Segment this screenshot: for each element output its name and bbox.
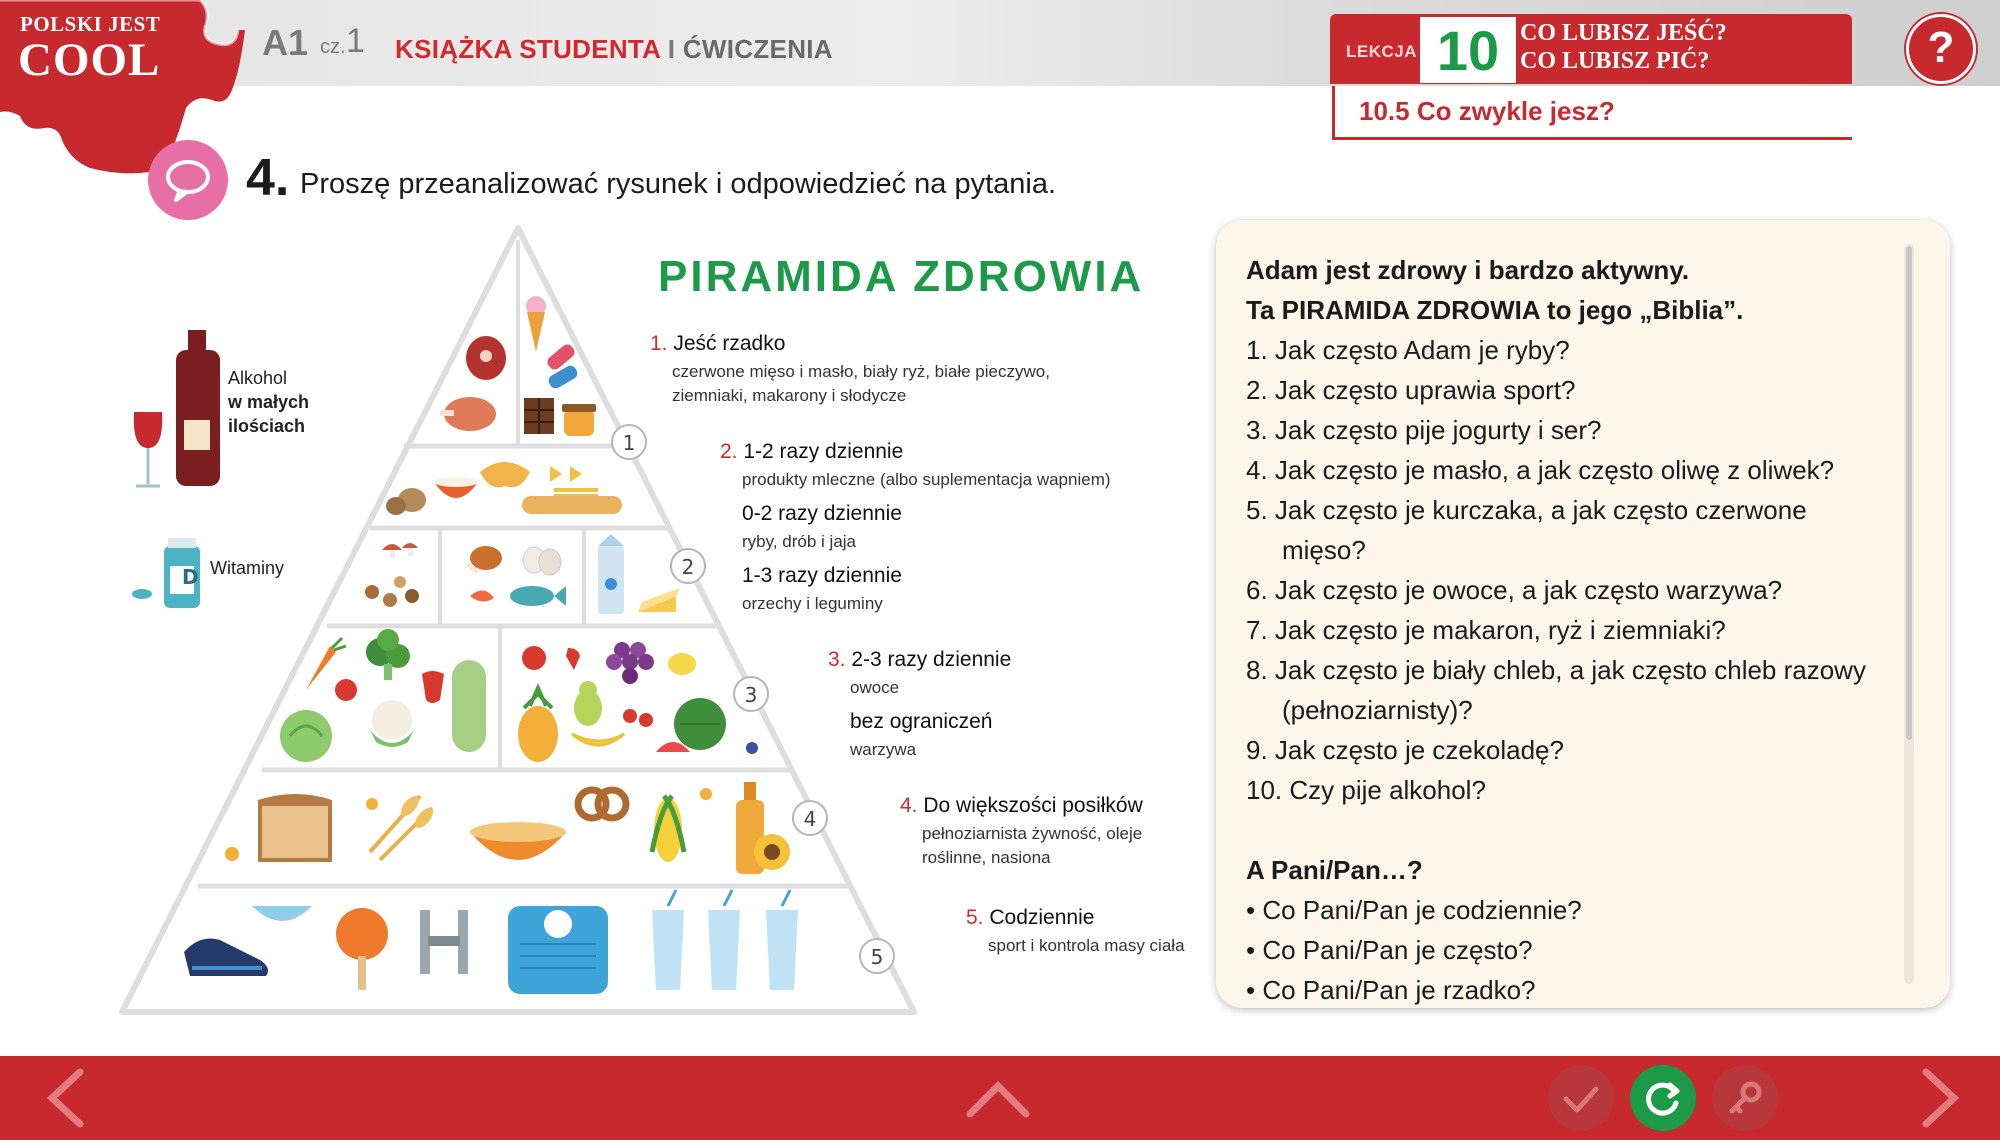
level-3-sub-2: warzywa <box>850 740 917 759</box>
ham-icon <box>440 397 496 431</box>
chevron-right-icon[interactable] <box>1900 1060 1980 1136</box>
level-4-number: 4. <box>900 794 918 817</box>
nuts-icon <box>365 576 419 607</box>
candy-icon <box>545 342 579 391</box>
marker-3: 3 <box>744 683 758 707</box>
grapes-icon <box>606 642 654 684</box>
level-3-head: 2-3 razy dziennie <box>851 648 1012 671</box>
honey-icon <box>562 404 596 436</box>
pretzel-icon <box>578 790 626 818</box>
mushrooms-icon <box>382 543 418 558</box>
level-3-heading <box>828 648 1011 672</box>
level-2-head-2: 0-2 razy dziennie <box>742 502 902 525</box>
questions-scroll-area[interactable] <box>1246 250 1910 1005</box>
question-1: 1. Jak często Adam je ryby? <box>1246 335 1570 365</box>
level-1-sub-2: ziemniaki, makarony i słodycze <box>672 386 907 405</box>
vitamin-letter: D <box>182 565 199 589</box>
tomato-icon <box>335 679 357 701</box>
you-question-3: • Co Pani/Pan je rzadko? <box>1246 975 1536 1005</box>
intro-line-1: Adam jest zdrowy i bardzo aktywny. <box>1246 255 1690 285</box>
baguette-icon <box>522 496 622 514</box>
level-1-heading <box>650 332 785 356</box>
level-1-sub-1: czerwone mięso i masło, biały ryż, białe pieczywo, <box>672 362 1050 381</box>
question-5-continued: mięso? <box>1282 535 1366 565</box>
pyramid-title: PIRAMIDA ZDROWIA <box>658 252 1145 301</box>
pear-icon <box>574 681 602 726</box>
dumbbell-icon <box>420 910 468 974</box>
level-5-head: Codziennie <box>989 906 1095 929</box>
level-2-head: 1-2 razy dziennie <box>743 440 904 463</box>
alcohol-label-line-2: w małych <box>228 392 310 412</box>
lesson-title-line-2: CO LUBISZ PIĆ? <box>1520 48 1710 74</box>
strawberry-icon <box>566 648 580 670</box>
milk-icon <box>598 534 624 614</box>
sunflower-icon <box>754 834 790 870</box>
vitamins-label: Witaminy <box>210 558 285 578</box>
you-heading: A Pani/Pan…? <box>1246 855 1423 885</box>
question-2: 2. Jak często uprawia sport? <box>1246 375 1576 405</box>
level-part-prefix: cz. <box>320 36 346 58</box>
bread-icon <box>258 794 332 862</box>
question-3: 3. Jak często pije jogurty i ser? <box>1246 415 1602 445</box>
exercise-instruction: Proszę przeanalizować rysunek i odpowiedzieć na pytania. <box>300 168 1057 200</box>
meat-icon <box>466 336 506 380</box>
refresh-icon[interactable] <box>1630 1065 1696 1131</box>
you-question-1: • Co Pani/Pan je codziennie? <box>1246 895 1582 925</box>
question-4: 4. Jak często je masło, a jak często oliwę z oliwek? <box>1246 455 1835 485</box>
help-button[interactable]: ? <box>1906 14 1976 84</box>
fish-icon <box>510 586 566 606</box>
lemon-icon <box>668 653 696 675</box>
zucchini-icon <box>452 660 486 752</box>
subsection-title: 10.5 Co zwykle jesz? <box>1359 96 1615 126</box>
marker-2: 2 <box>681 555 695 579</box>
spacer <box>1246 810 1910 850</box>
pill-icon <box>132 589 152 599</box>
book-title-part1: KSIĄŻKA STUDENTA <box>395 34 661 64</box>
level-4-head: Do większości posiłków <box>923 794 1143 817</box>
alcohol-label-line-1: Alkohol <box>228 368 288 388</box>
exercise-number: 4. <box>246 149 290 207</box>
level-4-heading <box>900 794 1143 818</box>
cheese-icon <box>638 588 680 612</box>
question-8: 8. Jak często je biały chleb, a jak często chleb razowy <box>1246 655 1866 685</box>
ice-cream-icon <box>526 296 546 352</box>
level-3-number: 3. <box>828 648 846 671</box>
broccoli-icon <box>366 629 410 680</box>
level-5-number: 5. <box>966 906 984 929</box>
level-2-sub-2: ryby, drób i jaja <box>742 532 857 551</box>
eggs-icon <box>523 547 561 575</box>
marker-4: 4 <box>803 807 817 831</box>
cauliflower-icon <box>370 700 414 747</box>
question-8-continued: (pełnoziarnisty)? <box>1282 695 1473 725</box>
shrimp-icon <box>470 590 494 601</box>
chevron-left-icon[interactable] <box>26 1060 106 1136</box>
level-2-head-3: 1-3 razy dziennie <box>742 564 902 587</box>
panel-scrollbar-thumb[interactable] <box>1906 246 1912 740</box>
marker-1: 1 <box>622 431 636 455</box>
lesson-title-line-1: CO LUBISZ JEŚĆ? <box>1520 20 1727 46</box>
level-5-heading <box>966 906 1094 930</box>
apple-icon <box>522 646 546 670</box>
banana-icon <box>572 734 624 745</box>
small-bowl-icon <box>252 906 312 921</box>
wheat-icon <box>370 793 436 860</box>
watermelon-icon <box>674 698 726 750</box>
level-4-sub-1: pełnoziarnista żywność, oleje <box>922 824 1143 843</box>
level-part-number: 1 <box>346 22 365 60</box>
rice-bowl-icon <box>434 477 478 498</box>
level-label: A1 <box>262 22 309 63</box>
level-1-number: 1. <box>650 332 668 355</box>
blueberries-icon <box>746 742 758 754</box>
ping-pong-paddle-icon <box>336 908 388 990</box>
you-question-2: • Co Pani/Pan je często? <box>1246 935 1533 965</box>
wine-glass-icon <box>134 412 162 486</box>
cabbage-icon <box>280 710 332 762</box>
alcohol-label-line-3: ilościach <box>228 416 306 436</box>
grain-bowl-icon <box>470 822 566 860</box>
intro-line-2: Ta PIRAMIDA ZDROWIA to jego „Biblia”. <box>1246 295 1744 325</box>
book-title-part2: ĆWICZENIA <box>682 34 833 64</box>
pineapple-icon <box>518 688 558 762</box>
chocolate-icon <box>524 398 554 434</box>
scale-icon <box>508 906 608 994</box>
level-3-sub-1: owoce <box>850 678 900 697</box>
lesson-number: 10 <box>1420 17 1516 83</box>
level-2-sub-3: orzechy i leguminy <box>742 594 883 613</box>
cherries-icon <box>623 709 653 727</box>
book-title-separator: I <box>660 34 683 64</box>
question-9: 9. Jak często je czekoladę? <box>1246 735 1564 765</box>
level-1-head: Jeść rzadko <box>673 332 786 355</box>
question-5: 5. Jak często je kurczaka, a jak często czerwone <box>1246 495 1807 525</box>
level-4-sub-2: roślinne, nasiona <box>922 848 1051 867</box>
sneakers-icon <box>184 939 268 977</box>
level-2-heading <box>720 440 903 464</box>
brand-line-1: POLSKI JEST <box>20 12 161 36</box>
potato-icon <box>386 488 426 515</box>
question-10: 10. Czy pije alkohol? <box>1246 775 1486 805</box>
check-icon[interactable] <box>1548 1065 1614 1131</box>
level-5-sub-1: sport i kontrola masy ciała <box>988 936 1185 955</box>
chevron-up-icon[interactable] <box>958 1060 1038 1136</box>
question-7: 7. Jak często je makaron, ryż i ziemniaki? <box>1246 615 1726 645</box>
question-6: 6. Jak często je owoce, a jak często warzywa? <box>1246 575 1783 605</box>
wine-bottle-icon <box>176 330 220 486</box>
level-3-head-2: bez ograniczeń <box>850 710 993 733</box>
corn-icon <box>652 796 684 862</box>
questions-panel[interactable] <box>1216 220 1950 1008</box>
lesson-banner <box>1330 14 1852 84</box>
pasta-icon <box>550 466 598 496</box>
subsection-tab[interactable] <box>1332 86 1852 140</box>
alcohol-label <box>228 366 309 438</box>
lesson-word: LEKCJA <box>1346 42 1418 61</box>
pepper-icon <box>422 671 444 703</box>
key-icon[interactable] <box>1712 1065 1778 1131</box>
marker-5: 5 <box>870 945 884 969</box>
chicken-leg-icon <box>466 546 502 575</box>
croissant-icon <box>480 462 530 487</box>
level-2-number: 2. <box>720 440 738 463</box>
brand-line-2: COOL <box>18 34 161 86</box>
level-2-sub-1: produkty mleczne (albo suplementacja wapniem) <box>742 470 1111 489</box>
water-glass-icon <box>652 890 798 990</box>
